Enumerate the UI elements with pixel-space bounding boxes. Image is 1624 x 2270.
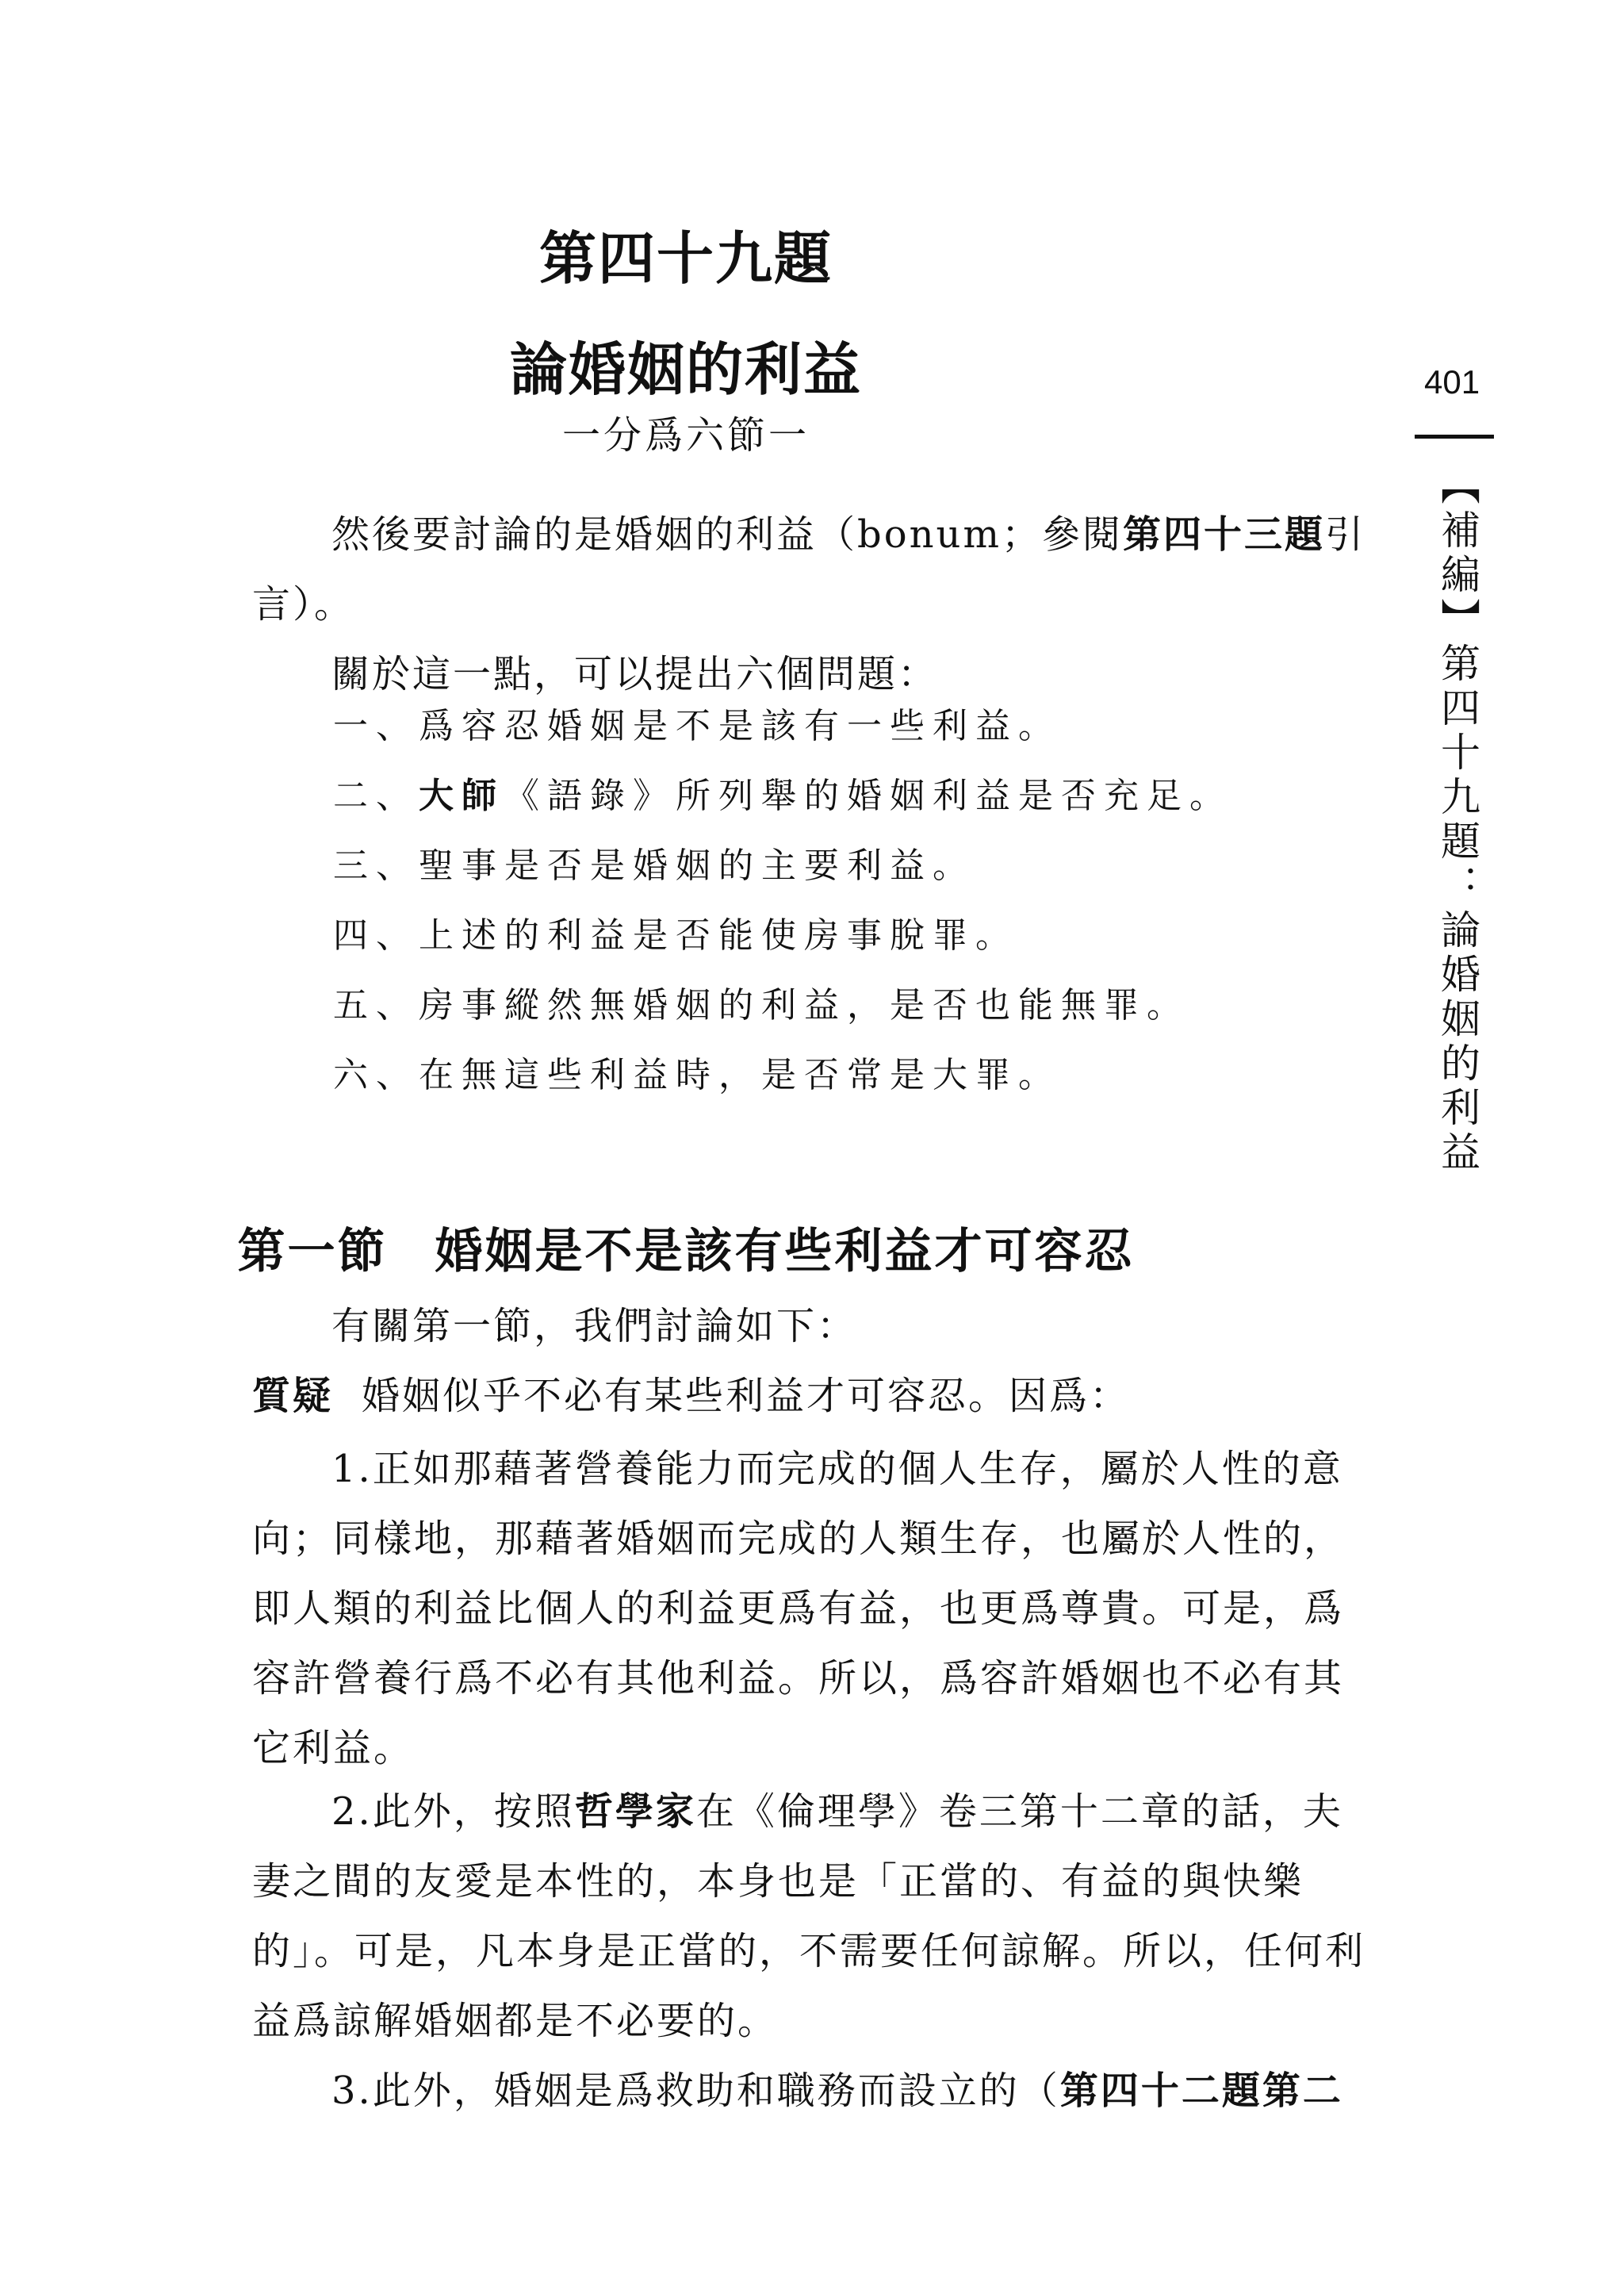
objection-text: 婚姻似乎不必有某些利益才可容忍。因爲： — [362, 1374, 1131, 1418]
intro-text-b: 引言）。 — [252, 512, 1366, 627]
page-title: 第四十九題 — [538, 224, 833, 292]
point2-text-a: 2.此外，按照 — [331, 1789, 575, 1834]
point3-text-a: 3.此外，婚姻是爲救助和職務而設立的（ — [331, 2069, 1060, 2113]
question-item-4: 四、上述的利益是否能使房事脫罪。 — [333, 915, 1018, 956]
objection-label: 質疑 — [252, 1374, 334, 1418]
running-header: 【補編】第四十九題：論婚姻的利益 — [1434, 465, 1480, 1175]
section-heading-label: 第一節 — [237, 1224, 388, 1279]
objection-line — [252, 1361, 1378, 1431]
section-heading-title: 婚姻是不是該有些利益才可容忍 — [435, 1224, 1135, 1279]
intro-ref-bold: 第四十三題 — [1122, 512, 1325, 557]
intro-questions-lead: 關於這一點，可以提出六個問題： — [331, 652, 939, 696]
question-item-6: 六、在無這些利益時，是否常是大罪。 — [333, 1055, 1061, 1095]
section-intro: 有關第一節，我們討論如下： — [331, 1304, 858, 1348]
question-item-3: 三、聖事是否是婚姻的主要利益。 — [333, 845, 975, 886]
question-item-2 — [333, 761, 1364, 831]
question-item-1: 一、爲容忍婚姻是不是該有一些利益。 — [333, 706, 1061, 746]
question-item-2-bold: 大師 — [419, 776, 504, 816]
question-list — [333, 692, 1364, 1110]
page-subtitle: 論婚姻的利益 — [509, 336, 862, 403]
point2-text-b: 在《倫理學》卷三第十二章的話，夫妻之間的友愛是本性的，本身也是「正當的、有益的與快樂的」。可是，凡本身是正當的，不需要任何諒解。所以，任何利益爲諒解婚姻都是不必要的。 — [252, 1789, 1366, 2043]
point2-bold: 哲學家 — [574, 1789, 696, 1834]
question-item-2-rest: 《語錄》所列舉的婚姻利益是否充足。 — [504, 776, 1232, 816]
objection-point-1: 1.正如那藉著營養能力而完成的個人生存，屬於人性的意向；同樣地，那藉著婚姻而完成的人類生存，也屬於人性的，即人類的利益比個人的利益更爲有益，也更爲尊貴。可是，爲容許營養行爲不必有其他利益。所以，爲容許婚姻也不必有其它利益。 — [252, 1447, 1345, 1770]
question-item-2-prefix: 二、 — [333, 776, 419, 816]
header-rule — [1415, 435, 1494, 439]
objection-point-2 — [252, 1777, 1378, 2056]
intro-paragraph — [252, 500, 1378, 639]
page-number: 401 — [1424, 363, 1480, 401]
section-division-note: 一分爲六節一 — [561, 413, 810, 458]
intro-text-a: 然後要討論的是婚姻的利益（bonum；參閱 — [331, 512, 1123, 557]
point3-bold: 第四十二題第二 — [1059, 2069, 1343, 2113]
objection-point-3 — [252, 2056, 1378, 2126]
section-heading — [0, 1214, 1372, 1282]
question-item-5: 五、房事縱然無婚姻的利益，是否也能無罪。 — [333, 985, 1189, 1026]
